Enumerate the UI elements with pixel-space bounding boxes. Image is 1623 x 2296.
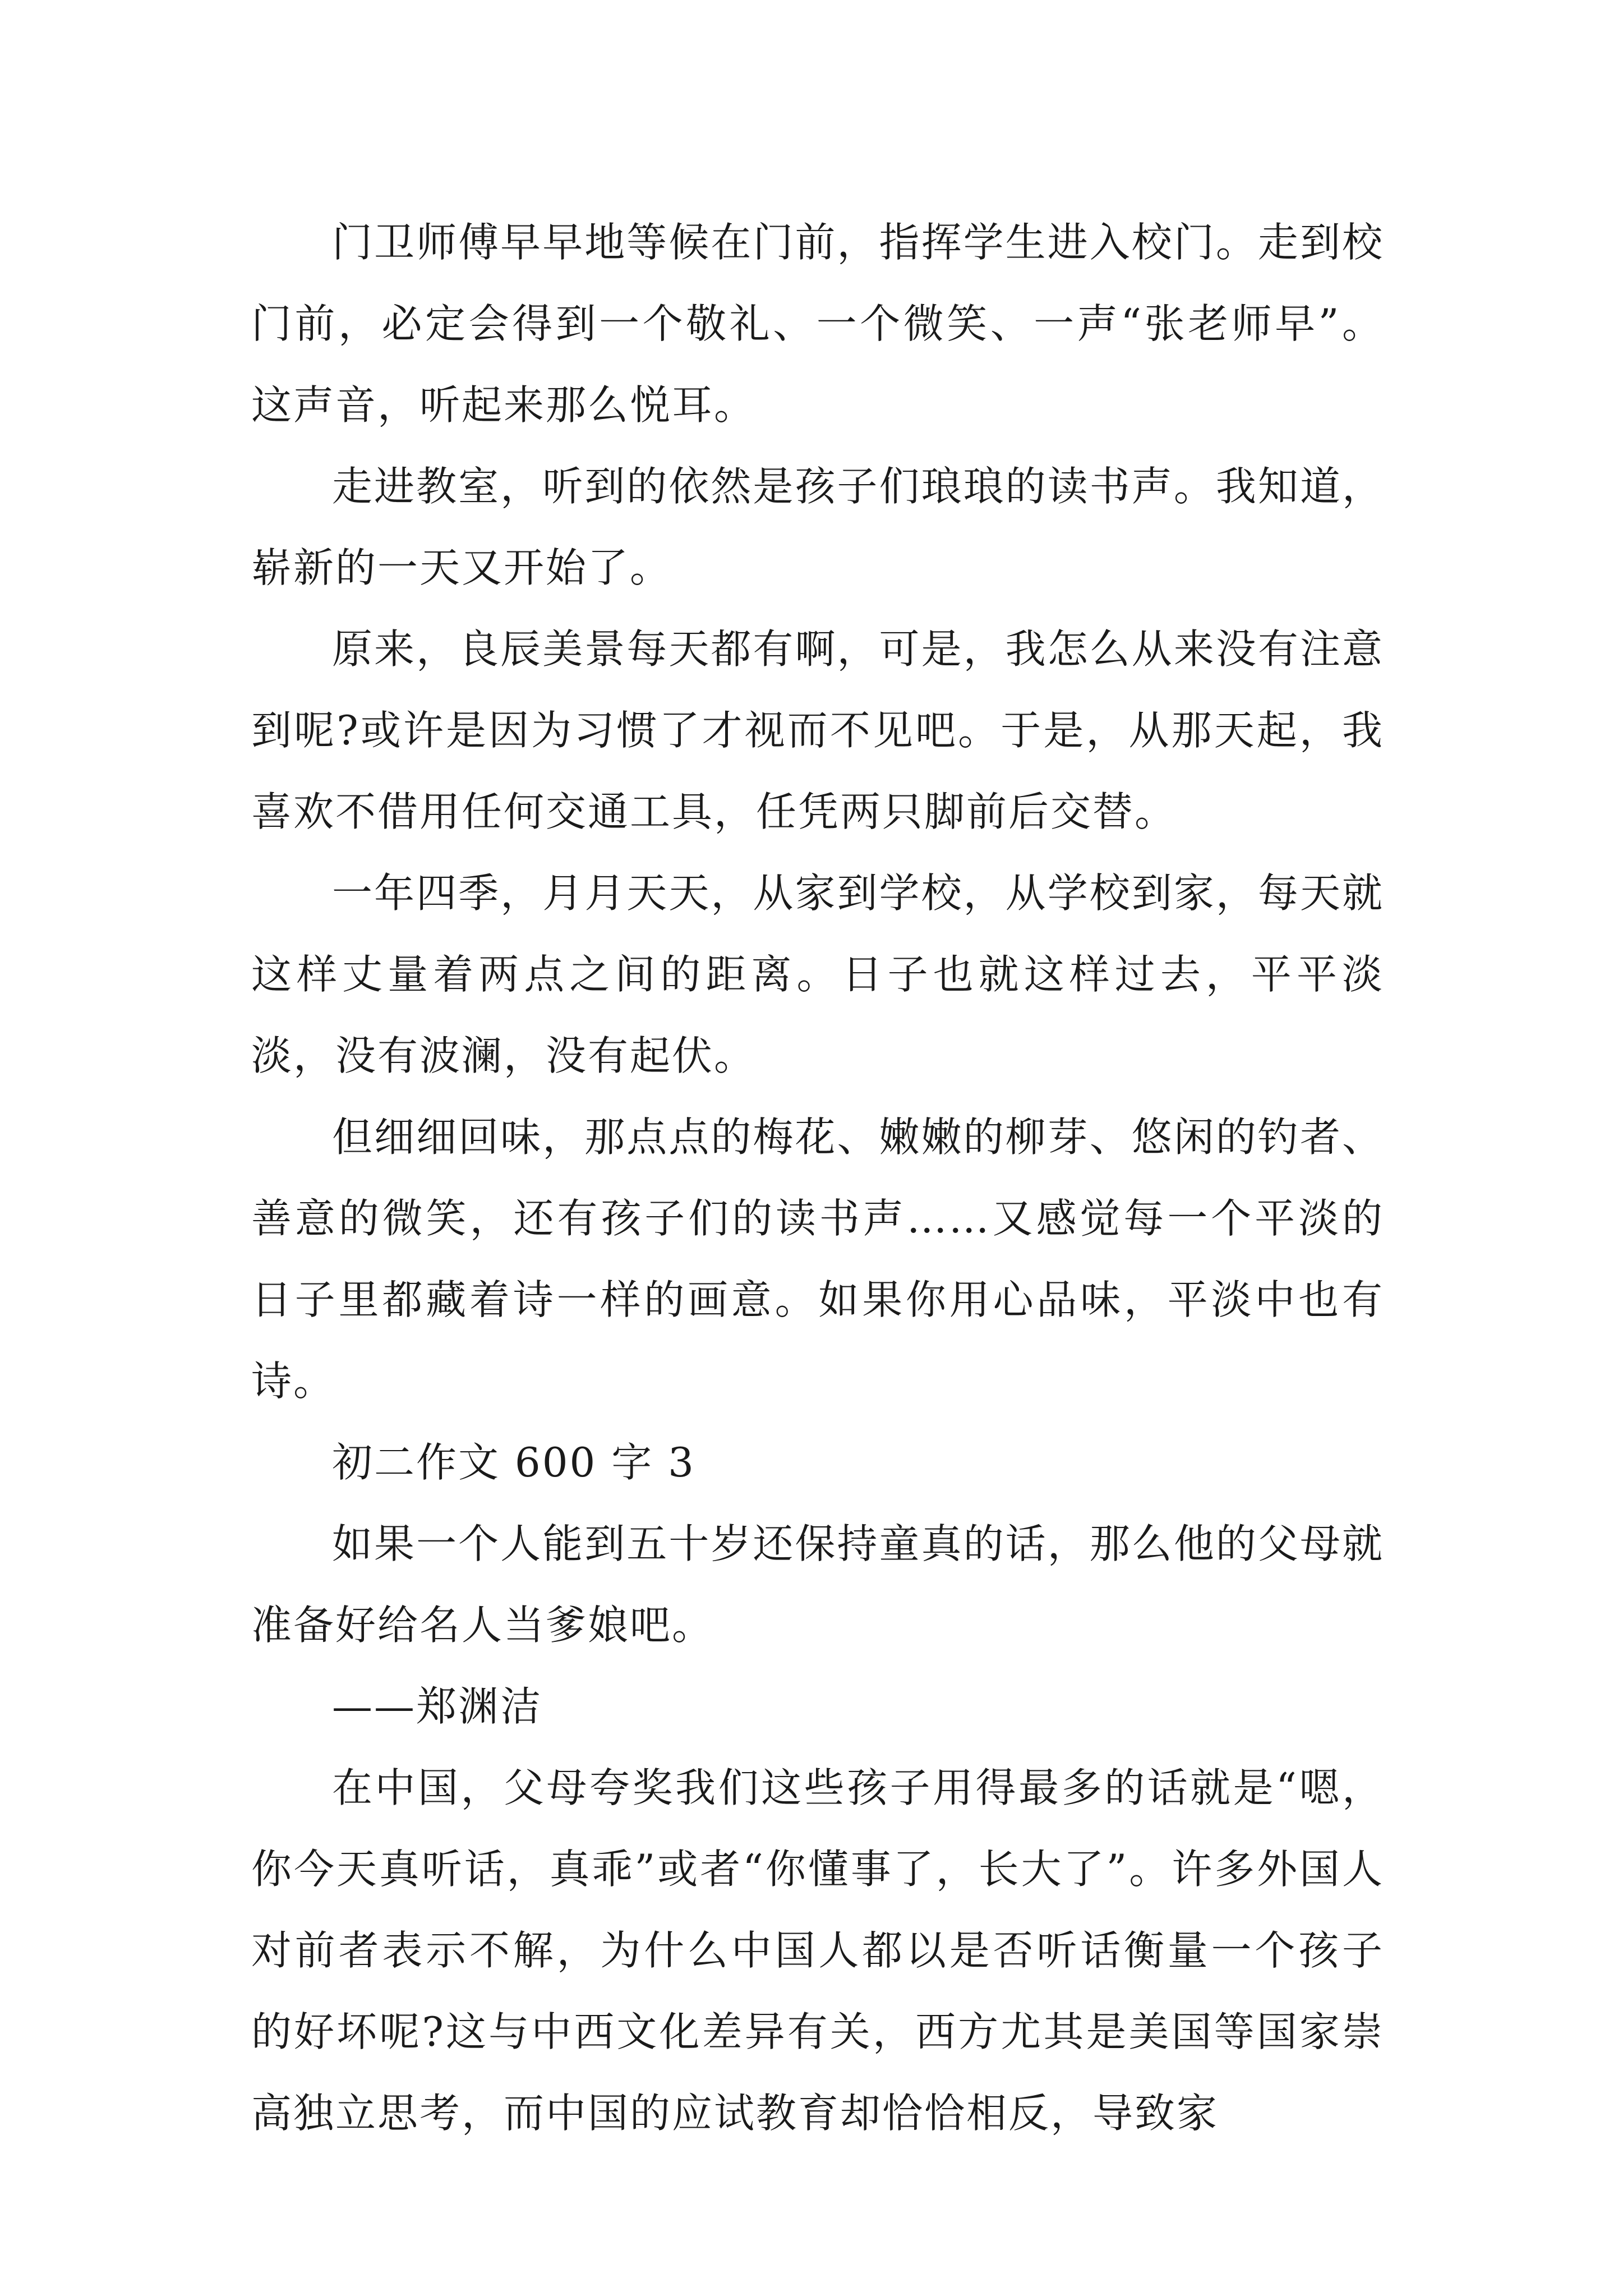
paragraph-gatekeeper: 门卫师傅早早地等候在门前，指挥学生进入校门。走到校门前，必定会得到一个敬礼、一个微笑、一声“张老师早”。这声音，听起来那么悦耳。 bbox=[251, 219, 1384, 429]
quote-text: 如果一个人能到五十岁还保持童真的话，那么他的父母就准备好给名人当爹娘吧。 bbox=[251, 1520, 1384, 1649]
essay-heading: 初二作文 600 字 3 bbox=[332, 1439, 695, 1486]
paragraph-scenery: 原来，良辰美景每天都有啊，可是，我怎么从来没有注意到呢?或许是因为习惯了才视而不见吧。于是，从那天起，我喜欢不借用任何交通工具，任凭两只脚前后交替。 bbox=[251, 625, 1384, 835]
paragraph-classroom: 走进教室，听到的依然是孩子们琅琅的读书声。我知道，崭新的一天又开始了。 bbox=[251, 463, 1384, 591]
paragraph-reflection: 但细细回味，那点点的梅花、嫩嫩的柳芽、悠闲的钓者、善意的微笑，还有孩子们的读书声……又感觉每一个平淡的日子里都藏着诗一样的画意。如果你用心品味，平淡中也有诗。 bbox=[251, 1114, 1384, 1405]
paragraph-china-parents: 在中国，父母夸奖我们这些孩子用得最多的话就是“嗯，你今天真听话，真乖”或者“你懂事了，长大了”。许多外国人对前者表示不解，为什么中国人都以是否听话衡量一个孩子的好坏呢?这与中西文化差异有关，西方尤其是美国等国家崇高独立思考，而中国的应试教育却恰恰相反，导致家 bbox=[251, 1764, 1384, 2137]
document-body bbox=[251, 202, 1384, 2154]
quote-attribution: ——郑渊洁 bbox=[332, 1683, 543, 1730]
paragraph-seasons: 一年四季，月月天天，从家到学校，从学校到家，每天就这样丈量着两点之间的距离。日子也就这样过去，平平淡淡，没有波澜，没有起伏。 bbox=[251, 869, 1384, 1079]
